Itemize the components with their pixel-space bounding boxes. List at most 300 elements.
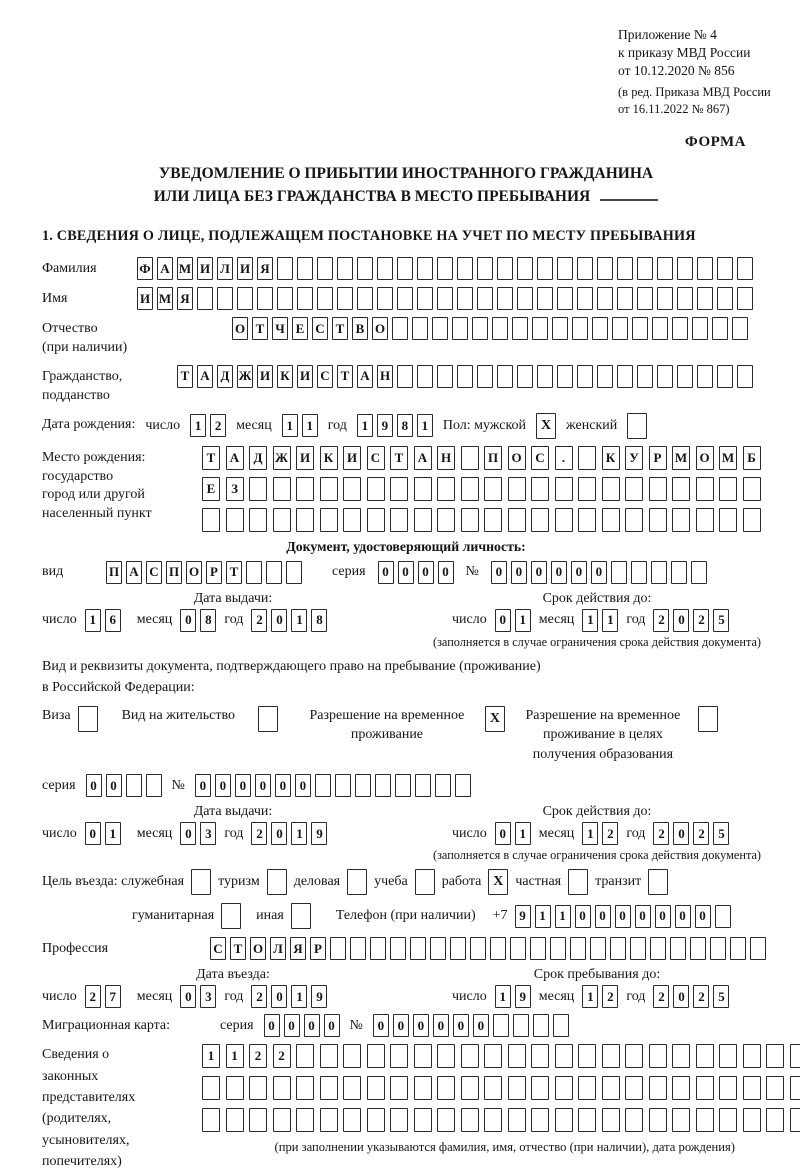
char-cell[interactable]: А — [157, 257, 173, 280]
char-cell[interactable] — [397, 365, 413, 388]
char-cell[interactable]: 0 — [551, 561, 567, 584]
char-cell[interactable] — [612, 317, 628, 340]
char-cell[interactable] — [315, 774, 331, 797]
char-cell[interactable] — [578, 477, 596, 501]
char-cell[interactable] — [611, 561, 627, 584]
char-cell[interactable] — [249, 477, 267, 501]
char-cell[interactable] — [750, 937, 766, 960]
char-cell[interactable]: 1 — [105, 822, 121, 845]
char-cell[interactable]: 0 — [86, 774, 102, 797]
char-cell[interactable] — [649, 1076, 667, 1100]
char-cell[interactable]: 0 — [271, 609, 287, 632]
char-cell[interactable]: С — [317, 365, 333, 388]
char-cell[interactable]: 0 — [473, 1014, 489, 1037]
char-cell[interactable]: Е — [202, 477, 220, 501]
char-cell[interactable] — [637, 287, 653, 310]
char-cell[interactable] — [461, 508, 479, 532]
char-cell[interactable] — [677, 365, 693, 388]
char-cell[interactable] — [273, 508, 291, 532]
char-cell[interactable]: 9 — [311, 985, 327, 1008]
char-cell[interactable]: 1 — [582, 609, 598, 632]
char-cell[interactable] — [367, 1108, 385, 1132]
char-cell[interactable]: 3 — [200, 822, 216, 845]
char-cell[interactable] — [226, 1076, 244, 1100]
char-cell[interactable] — [257, 287, 273, 310]
char-cell[interactable]: Я — [177, 287, 193, 310]
char-cell[interactable]: 5 — [713, 822, 729, 845]
char-cell[interactable]: . — [555, 446, 573, 470]
char-cell[interactable] — [732, 317, 748, 340]
char-cell[interactable] — [717, 365, 733, 388]
char-cell[interactable] — [320, 477, 338, 501]
char-cell[interactable] — [597, 365, 613, 388]
char-cell[interactable] — [390, 937, 406, 960]
char-cell[interactable] — [273, 477, 291, 501]
char-cell[interactable] — [370, 937, 386, 960]
char-cell[interactable] — [672, 317, 688, 340]
char-cell[interactable]: 0 — [491, 561, 507, 584]
char-cell[interactable] — [557, 287, 573, 310]
char-cell[interactable]: Ч — [272, 317, 288, 340]
char-cell[interactable] — [672, 1076, 690, 1100]
char-cell[interactable] — [531, 508, 549, 532]
char-cell[interactable] — [437, 477, 455, 501]
purpose-official-checkbox[interactable] — [191, 869, 211, 895]
char-cell[interactable] — [577, 365, 593, 388]
char-cell[interactable] — [696, 477, 714, 501]
char-cell[interactable] — [517, 365, 533, 388]
char-cell[interactable] — [397, 257, 413, 280]
char-cell[interactable]: 0 — [398, 561, 414, 584]
char-cell[interactable] — [719, 508, 737, 532]
char-cell[interactable] — [472, 317, 488, 340]
char-cell[interactable] — [461, 1108, 479, 1132]
char-cell[interactable] — [390, 477, 408, 501]
char-cell[interactable] — [632, 317, 648, 340]
char-cell[interactable]: 0 — [180, 609, 196, 632]
char-cell[interactable] — [217, 287, 233, 310]
char-cell[interactable] — [552, 317, 568, 340]
char-cell[interactable] — [578, 1044, 596, 1068]
char-cell[interactable] — [510, 937, 526, 960]
char-cell[interactable] — [625, 477, 643, 501]
char-cell[interactable] — [417, 257, 433, 280]
char-cell[interactable] — [743, 1044, 761, 1068]
char-cell[interactable]: Д — [249, 446, 267, 470]
char-cell[interactable] — [296, 477, 314, 501]
char-cell[interactable] — [367, 508, 385, 532]
char-cell[interactable]: С — [146, 561, 162, 584]
char-cell[interactable]: 9 — [377, 414, 393, 437]
char-cell[interactable] — [297, 257, 313, 280]
char-cell[interactable]: 0 — [511, 561, 527, 584]
char-cell[interactable] — [672, 1108, 690, 1132]
char-cell[interactable]: 0 — [495, 822, 511, 845]
char-cell[interactable]: М — [719, 446, 737, 470]
char-cell[interactable] — [297, 287, 313, 310]
char-cell[interactable] — [461, 1044, 479, 1068]
char-cell[interactable] — [202, 1076, 220, 1100]
char-cell[interactable] — [737, 365, 753, 388]
char-cell[interactable] — [743, 1108, 761, 1132]
char-cell[interactable]: 0 — [433, 1014, 449, 1037]
char-cell[interactable]: 1 — [282, 414, 298, 437]
char-cell[interactable] — [414, 1076, 432, 1100]
char-cell[interactable]: Т — [226, 561, 242, 584]
char-cell[interactable] — [273, 1108, 291, 1132]
char-cell[interactable]: 0 — [271, 985, 287, 1008]
char-cell[interactable] — [343, 508, 361, 532]
char-cell[interactable] — [637, 257, 653, 280]
char-cell[interactable] — [484, 1108, 502, 1132]
char-cell[interactable]: 0 — [595, 905, 611, 928]
char-cell[interactable]: 0 — [264, 1014, 280, 1037]
char-cell[interactable] — [557, 365, 573, 388]
char-cell[interactable] — [343, 477, 361, 501]
char-cell[interactable] — [437, 257, 453, 280]
char-cell[interactable] — [790, 1108, 800, 1132]
char-cell[interactable] — [355, 774, 371, 797]
char-cell[interactable]: 0 — [615, 905, 631, 928]
char-cell[interactable]: П — [484, 446, 502, 470]
char-cell[interactable] — [602, 1108, 620, 1132]
char-cell[interactable] — [484, 508, 502, 532]
char-cell[interactable]: 2 — [251, 822, 267, 845]
char-cell[interactable]: 2 — [653, 985, 669, 1008]
char-cell[interactable] — [657, 257, 673, 280]
char-cell[interactable] — [343, 1076, 361, 1100]
char-cell[interactable] — [649, 477, 667, 501]
char-cell[interactable] — [296, 1108, 314, 1132]
char-cell[interactable]: 1 — [357, 414, 373, 437]
char-cell[interactable] — [649, 508, 667, 532]
char-cell[interactable]: О — [186, 561, 202, 584]
char-cell[interactable] — [246, 561, 262, 584]
char-cell[interactable]: И — [137, 287, 153, 310]
char-cell[interactable] — [430, 937, 446, 960]
char-cell[interactable] — [696, 1044, 714, 1068]
char-cell[interactable]: У — [625, 446, 643, 470]
char-cell[interactable] — [602, 1044, 620, 1068]
char-cell[interactable]: И — [343, 446, 361, 470]
char-cell[interactable]: 2 — [273, 1044, 291, 1068]
char-cell[interactable] — [397, 287, 413, 310]
char-cell[interactable] — [367, 1044, 385, 1068]
char-cell[interactable]: Я — [290, 937, 306, 960]
char-cell[interactable]: Р — [206, 561, 222, 584]
temp-residence-edu-checkbox[interactable] — [698, 706, 718, 732]
char-cell[interactable] — [497, 365, 513, 388]
char-cell[interactable]: К — [602, 446, 620, 470]
char-cell[interactable] — [697, 257, 713, 280]
char-cell[interactable] — [477, 257, 493, 280]
char-cell[interactable]: Ж — [237, 365, 253, 388]
char-cell[interactable]: 2 — [249, 1044, 267, 1068]
char-cell[interactable]: Т — [230, 937, 246, 960]
char-cell[interactable]: Б — [743, 446, 761, 470]
char-cell[interactable]: А — [357, 365, 373, 388]
char-cell[interactable] — [414, 508, 432, 532]
char-cell[interactable]: 8 — [200, 609, 216, 632]
char-cell[interactable] — [532, 317, 548, 340]
char-cell[interactable]: Д — [217, 365, 233, 388]
char-cell[interactable] — [553, 1014, 569, 1037]
char-cell[interactable] — [330, 937, 346, 960]
char-cell[interactable]: 2 — [693, 822, 709, 845]
char-cell[interactable] — [530, 937, 546, 960]
char-cell[interactable]: 2 — [210, 414, 226, 437]
char-cell[interactable]: О — [696, 446, 714, 470]
char-cell[interactable]: 0 — [655, 905, 671, 928]
char-cell[interactable]: 0 — [85, 822, 101, 845]
char-cell[interactable] — [266, 561, 282, 584]
char-cell[interactable]: 0 — [673, 609, 689, 632]
char-cell[interactable] — [450, 937, 466, 960]
char-cell[interactable]: 0 — [635, 905, 651, 928]
char-cell[interactable]: 0 — [438, 561, 454, 584]
char-cell[interactable]: М — [672, 446, 690, 470]
char-cell[interactable] — [437, 365, 453, 388]
char-cell[interactable] — [508, 508, 526, 532]
char-cell[interactable]: 0 — [284, 1014, 300, 1037]
purpose-business-checkbox[interactable] — [347, 869, 367, 895]
char-cell[interactable] — [417, 365, 433, 388]
char-cell[interactable] — [531, 1108, 549, 1132]
char-cell[interactable] — [493, 1014, 509, 1037]
char-cell[interactable] — [357, 257, 373, 280]
char-cell[interactable]: Я — [257, 257, 273, 280]
char-cell[interactable]: А — [197, 365, 213, 388]
char-cell[interactable]: О — [250, 937, 266, 960]
char-cell[interactable] — [508, 477, 526, 501]
char-cell[interactable] — [126, 774, 142, 797]
purpose-tourism-checkbox[interactable] — [267, 869, 287, 895]
char-cell[interactable]: 7 — [105, 985, 121, 1008]
char-cell[interactable] — [696, 1076, 714, 1100]
char-cell[interactable] — [390, 1044, 408, 1068]
char-cell[interactable] — [531, 1076, 549, 1100]
char-cell[interactable]: 2 — [85, 985, 101, 1008]
char-cell[interactable] — [320, 508, 338, 532]
char-cell[interactable]: 0 — [393, 1014, 409, 1037]
char-cell[interactable]: 0 — [673, 822, 689, 845]
char-cell[interactable] — [657, 287, 673, 310]
char-cell[interactable] — [710, 937, 726, 960]
char-cell[interactable] — [737, 287, 753, 310]
char-cell[interactable]: 0 — [215, 774, 231, 797]
char-cell[interactable] — [670, 937, 686, 960]
char-cell[interactable]: К — [277, 365, 293, 388]
char-cell[interactable]: 1 — [190, 414, 206, 437]
char-cell[interactable] — [497, 257, 513, 280]
char-cell[interactable] — [273, 1076, 291, 1100]
char-cell[interactable]: А — [126, 561, 142, 584]
char-cell[interactable] — [286, 561, 302, 584]
char-cell[interactable] — [766, 1044, 784, 1068]
char-cell[interactable] — [625, 1108, 643, 1132]
char-cell[interactable] — [790, 1076, 800, 1100]
char-cell[interactable] — [296, 1044, 314, 1068]
char-cell[interactable] — [296, 508, 314, 532]
char-cell[interactable]: А — [414, 446, 432, 470]
char-cell[interactable] — [375, 774, 391, 797]
char-cell[interactable]: 2 — [602, 822, 618, 845]
char-cell[interactable] — [508, 1108, 526, 1132]
char-cell[interactable]: М — [177, 257, 193, 280]
char-cell[interactable]: 2 — [251, 609, 267, 632]
char-cell[interactable]: 0 — [106, 774, 122, 797]
char-cell[interactable] — [477, 287, 493, 310]
char-cell[interactable]: 0 — [378, 561, 394, 584]
purpose-study-checkbox[interactable] — [415, 869, 435, 895]
char-cell[interactable] — [320, 1108, 338, 1132]
char-cell[interactable] — [555, 1108, 573, 1132]
char-cell[interactable]: 2 — [653, 822, 669, 845]
char-cell[interactable]: Е — [292, 317, 308, 340]
char-cell[interactable] — [277, 257, 293, 280]
char-cell[interactable]: 0 — [495, 609, 511, 632]
char-cell[interactable] — [691, 561, 707, 584]
char-cell[interactable]: 1 — [226, 1044, 244, 1068]
char-cell[interactable]: С — [312, 317, 328, 340]
char-cell[interactable] — [602, 1076, 620, 1100]
char-cell[interactable] — [697, 287, 713, 310]
char-cell[interactable] — [550, 937, 566, 960]
char-cell[interactable]: С — [210, 937, 226, 960]
char-cell[interactable] — [437, 508, 455, 532]
char-cell[interactable] — [320, 1076, 338, 1100]
char-cell[interactable] — [226, 1108, 244, 1132]
char-cell[interactable] — [452, 317, 468, 340]
char-cell[interactable]: М — [157, 287, 173, 310]
char-cell[interactable] — [414, 1044, 432, 1068]
char-cell[interactable] — [690, 937, 706, 960]
char-cell[interactable]: Т — [337, 365, 353, 388]
char-cell[interactable]: 0 — [571, 561, 587, 584]
char-cell[interactable]: 8 — [397, 414, 413, 437]
char-cell[interactable] — [717, 287, 733, 310]
char-cell[interactable] — [335, 774, 351, 797]
char-cell[interactable] — [317, 257, 333, 280]
char-cell[interactable] — [766, 1076, 784, 1100]
char-cell[interactable] — [657, 365, 673, 388]
char-cell[interactable] — [696, 1108, 714, 1132]
char-cell[interactable]: 9 — [515, 985, 531, 1008]
char-cell[interactable]: 0 — [695, 905, 711, 928]
char-cell[interactable]: 0 — [180, 985, 196, 1008]
char-cell[interactable] — [697, 365, 713, 388]
char-cell[interactable]: П — [166, 561, 182, 584]
char-cell[interactable] — [743, 477, 761, 501]
char-cell[interactable]: 1 — [291, 985, 307, 1008]
char-cell[interactable] — [497, 287, 513, 310]
char-cell[interactable]: 0 — [180, 822, 196, 845]
char-cell[interactable] — [249, 508, 267, 532]
char-cell[interactable] — [602, 477, 620, 501]
char-cell[interactable]: В — [352, 317, 368, 340]
char-cell[interactable]: 1 — [85, 609, 101, 632]
purpose-other-checkbox[interactable] — [291, 903, 311, 929]
char-cell[interactable] — [677, 257, 693, 280]
char-cell[interactable] — [350, 937, 366, 960]
char-cell[interactable] — [508, 1044, 526, 1068]
char-cell[interactable] — [537, 257, 553, 280]
char-cell[interactable] — [390, 1108, 408, 1132]
char-cell[interactable] — [625, 1044, 643, 1068]
char-cell[interactable] — [630, 937, 646, 960]
char-cell[interactable]: 1 — [535, 905, 551, 928]
char-cell[interactable] — [513, 1014, 529, 1037]
char-cell[interactable]: Ж — [273, 446, 291, 470]
char-cell[interactable]: О — [372, 317, 388, 340]
char-cell[interactable]: 2 — [602, 985, 618, 1008]
char-cell[interactable] — [766, 1108, 784, 1132]
char-cell[interactable]: 2 — [693, 609, 709, 632]
char-cell[interactable]: Л — [217, 257, 233, 280]
char-cell[interactable] — [625, 1076, 643, 1100]
char-cell[interactable]: 0 — [275, 774, 291, 797]
char-cell[interactable]: 3 — [200, 985, 216, 1008]
char-cell[interactable] — [649, 1108, 667, 1132]
char-cell[interactable]: 6 — [105, 609, 121, 632]
char-cell[interactable]: Т — [252, 317, 268, 340]
char-cell[interactable] — [617, 257, 633, 280]
char-cell[interactable] — [377, 257, 393, 280]
char-cell[interactable]: 1 — [582, 822, 598, 845]
char-cell[interactable] — [743, 508, 761, 532]
char-cell[interactable]: 5 — [713, 609, 729, 632]
char-cell[interactable]: 9 — [515, 905, 531, 928]
char-cell[interactable]: Р — [310, 937, 326, 960]
char-cell[interactable] — [296, 1076, 314, 1100]
char-cell[interactable] — [249, 1108, 267, 1132]
char-cell[interactable] — [377, 287, 393, 310]
char-cell[interactable]: 1 — [515, 609, 531, 632]
char-cell[interactable]: П — [106, 561, 122, 584]
char-cell[interactable]: И — [257, 365, 273, 388]
char-cell[interactable] — [455, 774, 471, 797]
char-cell[interactable] — [484, 477, 502, 501]
sex-male-checkbox[interactable]: X — [536, 413, 556, 439]
char-cell[interactable] — [597, 287, 613, 310]
char-cell[interactable]: 1 — [202, 1044, 220, 1068]
char-cell[interactable] — [719, 1044, 737, 1068]
char-cell[interactable] — [392, 317, 408, 340]
char-cell[interactable] — [712, 317, 728, 340]
char-cell[interactable] — [414, 1108, 432, 1132]
char-cell[interactable] — [677, 287, 693, 310]
char-cell[interactable]: И — [237, 257, 253, 280]
char-cell[interactable] — [537, 365, 553, 388]
char-cell[interactable]: С — [531, 446, 549, 470]
char-cell[interactable] — [672, 1044, 690, 1068]
char-cell[interactable] — [343, 1108, 361, 1132]
purpose-work-checkbox[interactable]: X — [488, 869, 508, 895]
char-cell[interactable]: Т — [177, 365, 193, 388]
char-cell[interactable]: 0 — [304, 1014, 320, 1037]
char-cell[interactable] — [737, 257, 753, 280]
char-cell[interactable] — [457, 257, 473, 280]
char-cell[interactable] — [490, 937, 506, 960]
char-cell[interactable] — [146, 774, 162, 797]
char-cell[interactable] — [650, 937, 666, 960]
purpose-humanitarian-checkbox[interactable] — [221, 903, 241, 929]
char-cell[interactable] — [477, 365, 493, 388]
char-cell[interactable] — [457, 287, 473, 310]
char-cell[interactable]: 9 — [311, 822, 327, 845]
char-cell[interactable]: И — [297, 365, 313, 388]
char-cell[interactable] — [625, 508, 643, 532]
